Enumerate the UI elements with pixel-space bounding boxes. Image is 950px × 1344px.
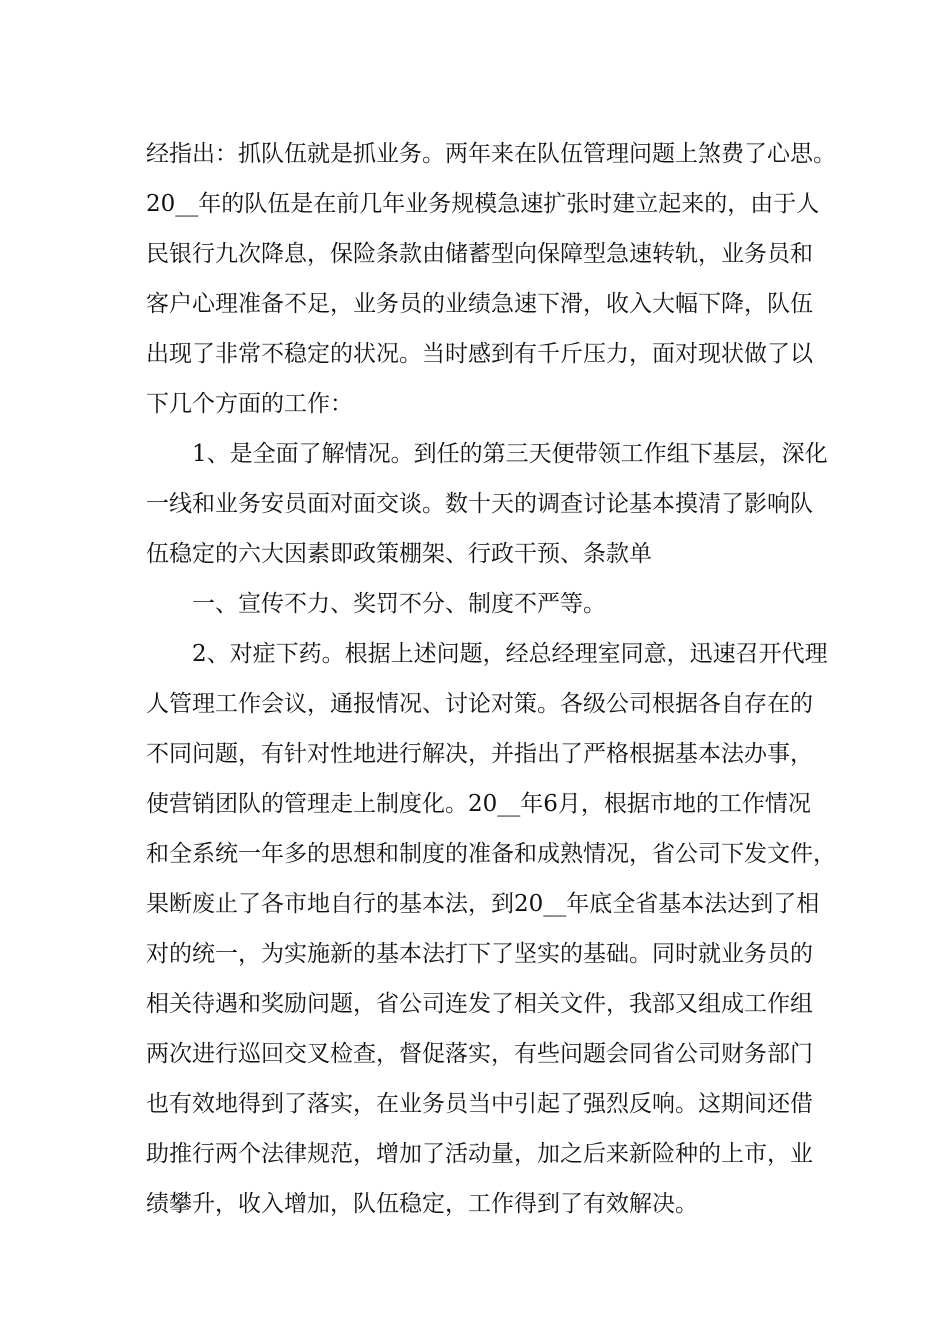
text-line-1: 经指出：抓队伍就是抓业务。两年来在队伍管理问题上煞费了心思。 (146, 141, 836, 167)
text-line-15: 和全系统一年多的思想和制度的准备和成熟情况，省公司下发文件， (146, 841, 836, 867)
text-line-21: 助推行两个法律规范，增加了活动量，加之后来新险种的上市，业 (146, 1141, 813, 1167)
paragraph-2-first-line: 一、宣传不力、奖罚不分、制度不严等。 (192, 591, 606, 617)
text-line-4: 客户心理准备不足，业务员的业绩急速下滑，收入大幅下降，队伍 (146, 291, 813, 317)
text-line-20: 也有效地得到了落实，在业务员当中引起了强烈反响。这期间还借 (146, 1091, 813, 1117)
text-line-17: 对的统一，为实施新的基本法打下了坚实的基础。同时就业务员的 (146, 941, 813, 967)
text-line-13: 不同问题，有针对性地进行解决，并指出了严格根据基本法办事， (146, 741, 813, 767)
text-line-22: 绩攀升，收入增加，队伍稳定，工作得到了有效解决。 (146, 1191, 698, 1217)
text-line-12: 人管理工作会议，通报情况、讨论对策。各级公司根据各自存在的 (146, 691, 813, 717)
paragraph-3-first-line: 2、对症下药。根据上述问题，经总经理室同意，迅速召开代理 (192, 641, 828, 667)
text-line-16: 果断废止了各市地自行的基本法，到20__年底全省基本法达到了相 (146, 891, 820, 917)
text-line-14: 使营销团队的管理走上制度化。20__年6月，根据市地的工作情况 (146, 791, 811, 817)
text-line-3: 民银行九次降息，保险条款由储蓄型向保障型急速转轨，业务员和 (146, 241, 813, 267)
paragraph-1-first-line: 1、是全面了解情况。到任的第三天便带领工作组下基层，深化 (192, 441, 828, 467)
text-line-18: 相关待遇和奖励问题，省公司连发了相关文件，我部又组成工作组 (146, 991, 813, 1017)
text-line-19: 两次进行巡回交叉检查，督促落实，有些问题会同省公司财务部门 (146, 1041, 813, 1067)
text-line-9: 伍稳定的六大因素即政策棚架、行政干预、条款单 (146, 541, 652, 567)
text-line-8: 一线和业务安员面对面交谈。数十天的调查讨论基本摸清了影响队 (146, 491, 813, 517)
text-line-5: 出现了非常不稳定的状况。当时感到有千斤压力，面对现状做了以 (146, 341, 813, 367)
text-line-6: 下几个方面的工作： (146, 391, 353, 417)
text-line-2: 20__年的队伍是在前几年业务规模急速扩张时建立起来的，由于人 (146, 191, 820, 217)
